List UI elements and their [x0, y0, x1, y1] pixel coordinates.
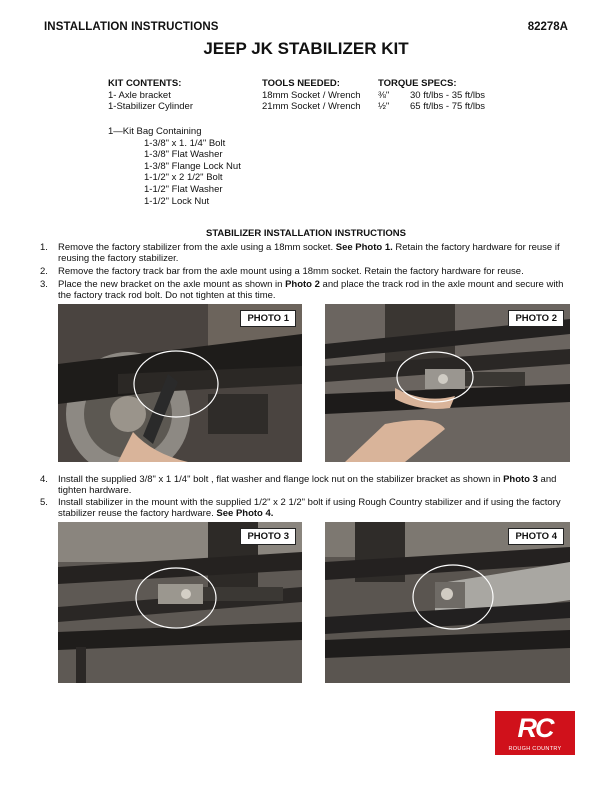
step-text: Remove the factory stabilizer from the axle using a 18mm socket.: [58, 242, 336, 253]
step-2: [40, 266, 570, 277]
photo-2-label: PHOTO 2: [508, 310, 564, 327]
kit-contents-item: 1- Axle bracket: [108, 89, 171, 101]
kit-bag-item: 1-1/2" Flat Washer: [144, 183, 223, 195]
step-number: 1.: [40, 242, 48, 253]
torque-heading: TORQUE SPECS:: [378, 78, 457, 89]
step-number: 2.: [40, 266, 48, 277]
step-1: [40, 242, 570, 264]
torque-row: [378, 101, 485, 113]
kit-contents-item: 1-Stabilizer Cylinder: [108, 101, 194, 112]
photo-4-label: PHOTO 4: [508, 528, 564, 545]
step-text: Install the supplied 3/8" x 1 1/4" bolt , flat washer and flange lock nut on the stabilizer bracket as shown in: [58, 474, 504, 485]
torque-row: [378, 90, 485, 102]
section-title: STABILIZER INSTALLATION INSTRUCTIONS: [205, 228, 406, 239]
step-text: Install stabilizer in the mount with the supplied 1/2" x 2 1/2" bolt if using Rough Country stabilizer and if using the factory stabilizer reuse the factory hardware.: [58, 497, 561, 519]
step-number: 5.: [40, 497, 48, 508]
step-photo-ref: See Photo 1.: [335, 242, 393, 253]
kit-bag-item: 1-1/2" Lock Nut: [144, 195, 210, 207]
step-photo-ref: Photo 2: [285, 279, 320, 290]
tools-item: 18mm Socket / Wrench: [262, 89, 361, 101]
step-text: Place the new bracket on the axle mount as shown in: [58, 279, 286, 290]
step-3: [40, 279, 570, 301]
logo-subtext: ROUGH COUNTRY: [508, 746, 562, 752]
kit-bag-item: 1-3/8" x 1. 1/4" Bolt: [144, 137, 226, 149]
step-text: and place the track rod in the axle mount and secure with the factory track rod bolt. Do not tighten at this time.: [58, 279, 564, 301]
kit-contents: [108, 78, 193, 113]
tools-item: 21mm Socket / Wrench: [262, 101, 361, 112]
step-4: [40, 474, 570, 496]
torque-size: ½": [378, 101, 390, 112]
photo-4-image: [325, 522, 570, 683]
kit-contents-heading: KIT CONTENTS:: [108, 78, 182, 89]
photo-1: [58, 304, 302, 462]
kit-bag-item: 1-3/8" Flange Lock Nut: [144, 160, 241, 172]
header-part-number: 82278A: [527, 21, 568, 33]
kit-bag-item: 1-3/8" Flat Washer: [144, 149, 223, 161]
photo-3-label: PHOTO 3: [240, 528, 296, 545]
step-photo-ref: See Photo 4.: [216, 508, 274, 519]
header-doc-type: INSTALLATION INSTRUCTIONS: [44, 21, 219, 33]
step-number: 3.: [40, 279, 48, 290]
rough-country-logo: [495, 711, 575, 755]
photo-3-image: [58, 522, 302, 683]
page-title: JEEP JK STABILIZER KIT: [203, 39, 409, 58]
step-text: and tighten hardware.: [58, 474, 557, 496]
step-photo-ref: Photo 3: [503, 474, 538, 485]
photo-4: [325, 522, 570, 683]
photo-2-image: [325, 304, 570, 462]
kit-bag-heading: 1—Kit Bag Containing: [108, 126, 202, 137]
kit-bag-item: 1-1/2" x 2 1/2" Bolt: [144, 172, 223, 184]
photo-1-image: [58, 304, 302, 462]
kit-bag: [108, 126, 241, 207]
torque-specs: [378, 78, 485, 113]
step-5: [40, 497, 570, 519]
photo-2: [325, 304, 570, 462]
step-text: Remove the factory track bar from the axle mount using a 18mm socket. Retain the factory hardware for reuse.: [58, 266, 524, 277]
tools-heading: TOOLS NEEDED:: [262, 78, 340, 89]
logo-mark: RC: [517, 713, 553, 743]
step-number: 4.: [40, 474, 48, 485]
torque-value: 65 ft/lbs - 75 ft/lbs: [410, 101, 485, 112]
tools-needed: [262, 78, 361, 113]
torque-size: ⅜": [378, 89, 390, 101]
step-text: Retain the factory hardware for reuse if reusing the factory stabilizer.: [58, 242, 560, 264]
photo-3: [58, 522, 302, 683]
torque-value: 30 ft/lbs - 35 ft/lbs: [410, 89, 485, 101]
photo-1-label: PHOTO 1: [240, 310, 296, 327]
